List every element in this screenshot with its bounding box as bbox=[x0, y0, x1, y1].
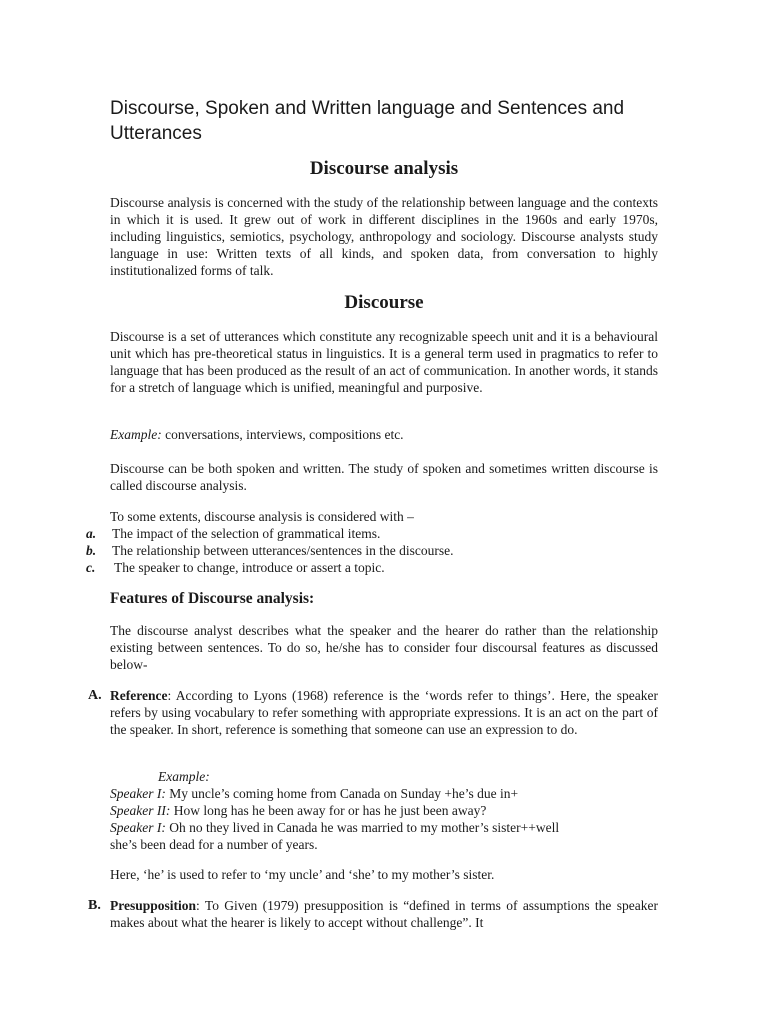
list-item-b: The relationship between utterances/sentences in the discourse. bbox=[112, 543, 454, 558]
paragraph-discourse-analysis: Discourse analysis is concerned with the study of the relationship between language and the contexts in which it is used. It grew out of work in different disciplines in the 1960s and early 1970s, including linguistics, semiotics, psychology, anthropology and sociology. Discourse analysts study language in use: Written texts of all kinds, and spoken data, from conversation to highly institutionalized forms of talk. bbox=[110, 195, 658, 278]
dialogue-line-2 bbox=[110, 802, 486, 819]
example-label: Example: bbox=[110, 427, 162, 442]
heading-discourse: Discourse bbox=[344, 292, 424, 313]
heading-features: Features of Discourse analysis: bbox=[110, 590, 315, 607]
list-marker-a: a. bbox=[86, 526, 97, 541]
feature-letter-a: A. bbox=[88, 688, 102, 703]
dialogue-text-1: My uncle’s coming home from Canada on Sunday +he’s due in+ bbox=[165, 786, 519, 801]
dialogue-line-4: she’s been dead for a number of years. bbox=[110, 837, 318, 852]
paragraph-reference bbox=[110, 687, 658, 738]
dialogue-speaker-1: Speaker I: bbox=[110, 786, 166, 801]
example-line bbox=[110, 426, 404, 443]
paragraph-discourse-definition: Discourse is a set of utterances which constitute any recognizable speech unit and it is a behavioural unit which has pre-theoretical status in linguistics. It is a general term used in pragmatics to refer to language that has been produced as the result of an act of communication. In another words, it stands for a stretch of language which is unified, meaningful and purposive. bbox=[110, 329, 658, 395]
dialogue-text-3: Oh no they lived in Canada he was married to my mother’s sister++well bbox=[165, 820, 560, 835]
paragraph-spoken-written: Discourse can be both spoken and written. The study of spoken and sometimes written discourse is called discourse analysis. bbox=[110, 461, 658, 493]
list-marker-c: c. bbox=[86, 560, 96, 575]
term-reference: Reference bbox=[110, 688, 168, 703]
dialogue-speaker-2: Speaker II: bbox=[110, 803, 171, 818]
dialogue-line-3 bbox=[110, 819, 559, 836]
list-intro: To some extents, discourse analysis is considered with – bbox=[110, 509, 414, 524]
document-title: Discourse, Spoken and Written language and Sentences and Utterances bbox=[110, 98, 625, 144]
term-presupposition: Presupposition bbox=[110, 898, 197, 913]
dialogue-speaker-3: Speaker I: bbox=[110, 820, 166, 835]
paragraph-presupposition bbox=[110, 897, 658, 931]
paragraph-features-intro: The discourse analyst describes what the speaker and the hearer do rather than the relationship existing between sentences. To do so, he/she has to consider four discoursal features as discussed below- bbox=[110, 623, 658, 672]
list-item-a: The impact of the selection of grammatical items. bbox=[112, 526, 381, 541]
dialogue-line-1 bbox=[110, 785, 518, 802]
list-marker-b: b. bbox=[86, 543, 97, 558]
heading-discourse-analysis: Discourse analysis bbox=[309, 158, 459, 179]
feature-letter-b: B. bbox=[88, 898, 101, 913]
reference-example-label: Example: bbox=[158, 769, 210, 784]
dialogue-text-2: How long has he been away for or has he just been away? bbox=[170, 803, 487, 818]
example-text: conversations, interviews, compositions etc. bbox=[161, 427, 404, 442]
list-item-c: The speaker to change, introduce or assert a topic. bbox=[114, 560, 385, 575]
reference-note: Here, ‘he’ is used to refer to ‘my uncle’ and ‘she’ to my mother’s sister. bbox=[110, 867, 495, 882]
reference-text: : According to Lyons (1968) reference is the ‘words refer to things’. Here, the speaker refers by using vocabulary to refer something with appropriate expressions. It is an act on the part of the speaker. In short, reference is something that someone can use an expression to do. bbox=[110, 688, 658, 737]
presupposition-text: : To Given (1979) presupposition is “defined in terms of assumptions the speaker makes about what the hearer is likely to accept without challenge”. It bbox=[110, 898, 658, 930]
